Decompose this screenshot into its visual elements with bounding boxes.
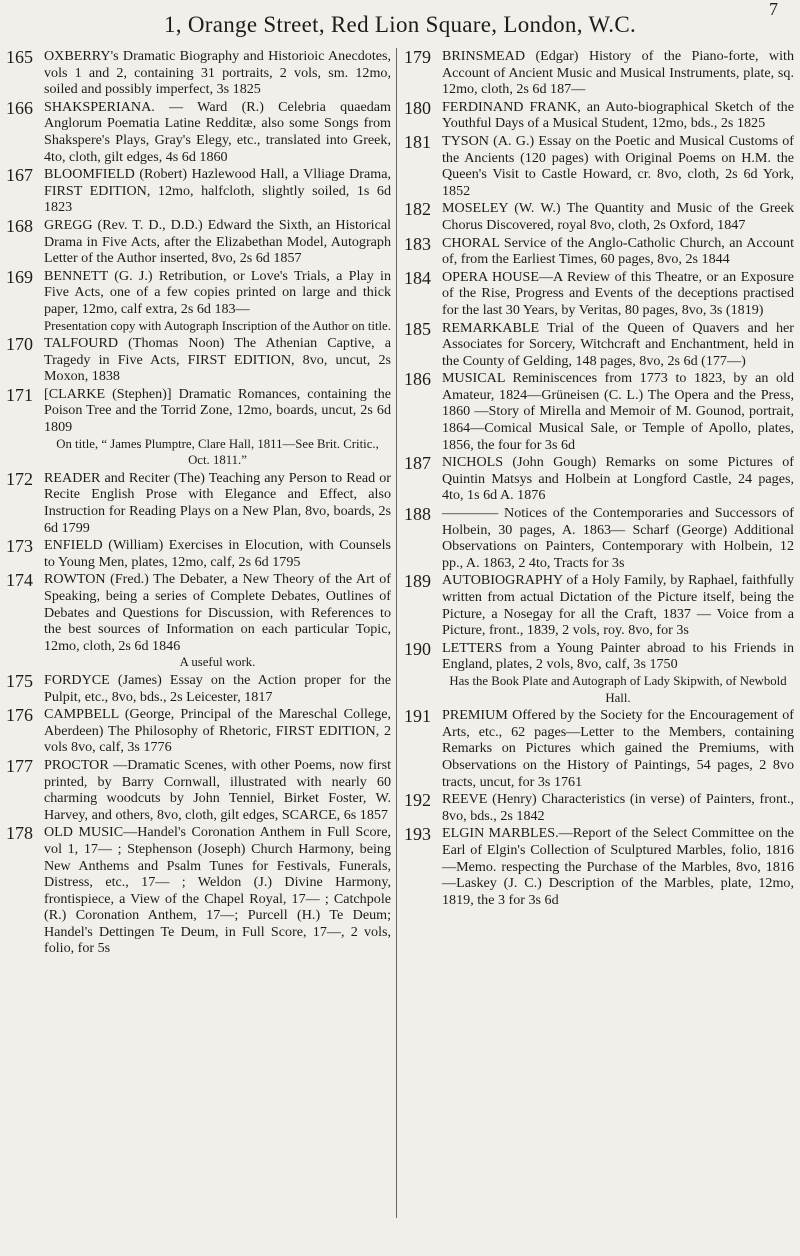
lot-number: 172 [6, 468, 33, 489]
entry-text: CAMPBELL (George, Principal of the Mareschal College, Aberdeen) The Philosophy of Rhetoric, FIRST EDITION, 2 vols 8vo, calf, 3s 1776 [44, 706, 391, 756]
lot-number: 182 [404, 199, 431, 220]
lot-number: 178 [6, 823, 33, 844]
entry-text: OPERA HOUSE—A Review of this Theatre, or an Exposure of the Rise, Progress and Events of the deceptions practised for the last 30 Years, by Veritas, 80 pages, 8vo, 3s (1819) [442, 268, 794, 318]
catalogue-entry [6, 166, 391, 216]
lot-number: 189 [404, 571, 431, 592]
catalogue-entry [6, 824, 391, 957]
right-column [404, 48, 794, 909]
entry-text: REMARKABLE Trial of the Queen of Quavers and her Associates for Sorcery, Witchcraft and Enchantment, held in the County of Gelding, 148 pages, 8vo, 2s 6d (177—) [442, 319, 794, 369]
lot-number: 175 [6, 670, 33, 691]
catalogue-entry [6, 470, 391, 536]
catalogue-entry [6, 217, 391, 267]
entry-text: CHORAL Service of the Anglo-Catholic Church, an Account of, from the Earliest Times, 60 pages, 8vo, 2s 1844 [442, 234, 794, 268]
catalogue-entry [6, 268, 391, 334]
entry-text: ROWTON (Fred.) The Debater, a New Theory of the Art of Speaking, being a series of Complete Debates, Outlines of Debates and Questions for Discussion, with References to the best sources of Information on each particular Topic, 12mo, cloth, 2s 6d 1846 [44, 571, 391, 654]
catalogue-entry [6, 672, 391, 705]
entry-note: On title, “ James Plumptre, Clare Hall, 1811—See Brit. Critic., Oct. 1811.” [56, 436, 379, 468]
entry-text: OXBERRY's Dramatic Biography and Historioic Anecdotes, vols 1 and 2, containing 31 portraits, 2 vols, sm. 12mo, soiled and possibly imperfect, 3s 1825 [44, 48, 391, 98]
entry-text: PROCTOR —Dramatic Scenes, with other Poems, now first printed, by Barry Cornwall, illustrated with nearly 60 charming woodcuts by John Tenniel, Birket Foster, W. Harvey, and others, 8vo, cloth, gilt edges, SCARCE, 6s 1857 [44, 756, 391, 823]
lot-number: 176 [6, 705, 33, 726]
entry-text: READER and Reciter (The) Teaching any Person to Read or Recite English Prose with Elegance and Effect, also Instruction for Reading Plays on a New Plan, 8vo, boards, 2s 6d 1799 [44, 469, 391, 536]
entry-text: PREMIUM Offered by the Society for the Encouragement of Arts, etc., 62 pages—Letter to the Members, containing Remarks on Pictures which gained the Premiums, with Observations on the History of Paintings, 54 pages, 2 8vo tracts, uncut, for 3s 1761 [442, 707, 794, 790]
lot-number: 190 [404, 638, 431, 659]
lot-number: 173 [6, 536, 33, 557]
lot-number: 191 [404, 706, 431, 727]
entry-note: Has the Book Plate and Autograph of Lady Skipwith, of Newbold Hall. [449, 673, 787, 705]
catalogue-entry [404, 269, 794, 319]
entry-text: REEVE (Henry) Characteristics (in verse) of Painters, front., 8vo, bds., 2s 1842 [442, 791, 794, 824]
lot-number: 179 [404, 47, 431, 67]
column-divider [396, 48, 397, 1218]
catalogue-entry [404, 572, 794, 638]
catalogue-entry [404, 505, 794, 571]
entry-text: FORDYCE (James) Essay on the Action proper for the Pulpit, etc., 8vo, bds., 2s Leicester, 1817 [44, 671, 391, 705]
entry-text: ELGIN MARBLES.—Report of the Select Committee on the Earl of Elgin's Collection of Sculptured Marbles, folio, 1816—Memo. respecting the Purchase of the Marbles, 8vo, 1816—Laskey (J. C.) Description of the Marbles, plate, 12mo, 1819, the 3 for 3s 6d [442, 825, 794, 908]
entry-text: TALFOURD (Thomas Noon) The Athenian Captive, a Tragedy in Five Acts, FIRST EDITION, 8vo, uncut, 2s Moxon, 1838 [44, 335, 391, 385]
lot-number: 184 [404, 267, 431, 288]
lot-number: 174 [6, 570, 33, 591]
catalogue-entry [404, 454, 794, 504]
lot-number: 185 [404, 318, 431, 339]
page-header: 1, Orange Street, Red Lion Square, London, W.C. [163, 12, 637, 37]
catalogue-entry [404, 707, 794, 790]
entry-text: BLOOMFIELD (Robert) Hazlewood Hall, a Vlliage Drama, FIRST EDITION, 12mo, halfcloth, slightly soiled, 1s 6d 1823 [44, 166, 391, 216]
catalogue-entry [6, 571, 391, 671]
lot-number: 168 [6, 215, 33, 236]
page-number: 7 [769, 0, 778, 19]
lot-number: 170 [6, 334, 33, 355]
lot-number: 167 [6, 165, 33, 186]
lot-number: 188 [404, 504, 431, 525]
catalogue-entry [6, 757, 391, 823]
catalogue-entry [404, 370, 794, 453]
entry-text: BRINSMEAD (Edgar) History of the Piano-forte, with Account of Ancient Music and Musical Instruments, plate, sq. 12mo, cloth, 2s 6d 187— [442, 48, 794, 98]
catalogue-entry [6, 706, 391, 756]
lot-number: 166 [6, 97, 33, 118]
entry-text: NICHOLS (John Gough) Remarks on some Pictures of Quintin Matsys and Holbein at Longford Castle, 24 pages, 4to, 1s 6d A. 1876 [442, 454, 794, 504]
entry-text: MOSELEY (W. W.) The Quantity and Music of the Greek Chorus Discovered, royal 8vo, cloth, 2s Oxford, 1847 [442, 200, 794, 233]
entry-text: FERDINAND FRANK, an Auto-biographical Sketch of the Youthful Days of a Musical Student, 12mo, bds., 2s 1825 [442, 98, 794, 132]
lot-number: 180 [404, 97, 431, 118]
entry-text: SHAKSPERIANA. — Ward (R.) Celebria quaedam Anglorum Poematia Latine Redditæ, also some Songs from Shakspere's Plays, Gray's Elegy, etc., translated into Greek, 4to, cloth, gilt edges, 4s 6d 1860 [44, 98, 391, 165]
catalogue-entry [6, 537, 391, 570]
catalogue-entry [6, 386, 391, 469]
entry-note: A useful work. [179, 655, 256, 670]
entry-text: ———— Notices of the Contemporaries and Successors of Holbein, 30 pages, A. 1863— Scharf (George) Additional Observations on Painters, Contemporary with Holbein, 12 pp., A. 1863, 2 4to, Tracts for 3s [442, 505, 794, 571]
lot-number: 177 [6, 755, 33, 776]
catalogue-entry [404, 99, 794, 132]
entry-text: BENNETT (G. J.) Retribution, or Love's Trials, a Play in Five Acts, one of a few copies printed on large and thick paper, 12mo, calf extra, 2s 6d 183— [44, 267, 391, 317]
entry-text: LETTERS from a Young Painter abroad to his Friends in England, plates, 2 vols, 8vo, calf, 3s 1750 [442, 639, 794, 673]
catalogue-entry [6, 48, 391, 98]
catalogue-entry [404, 791, 794, 824]
entry-text: ENFIELD (William) Exercises in Elocution, with Counsels to Young Men, plates, 12mo, calf, 2s 6d 1795 [44, 537, 391, 570]
catalogue-entry [6, 99, 391, 165]
catalogue-entry [404, 825, 794, 908]
entry-text: [CLARKE (Stephen)] Dramatic Romances, containing the Poison Tree and the Torrid Zone, 12mo, boards, uncut, 2s 6d 1809 [44, 385, 391, 436]
lot-number: 192 [404, 790, 431, 811]
entry-text: AUTOBIOGRAPHY of a Holy Family, by Raphael, faithfully written from actual Dictation of the Picture itself, being the Picture, a Nosegay for all the Craft, 1837 — Voice from a Picture, front., 1839, 2 vols, roy. 8vo, for 3s [442, 572, 794, 639]
lot-number: 169 [6, 266, 33, 287]
catalogue-entry [404, 235, 794, 268]
entry-text: GREGG (Rev. T. D., D.D.) Edward the Sixth, an Historical Drama in Five Acts, after the Elizabethan Model, Autograph Letter of the Author inserted, 8vo, 2s 6d 1857 [44, 216, 391, 267]
lot-number: 171 [6, 384, 33, 405]
catalogue-entry [404, 133, 794, 199]
catalogue-entry [6, 335, 391, 385]
catalogue-entry [404, 320, 794, 370]
catalogue-entry [404, 48, 794, 98]
lot-number: 183 [404, 233, 431, 254]
lot-number: 165 [6, 47, 33, 67]
lot-number: 186 [404, 369, 431, 390]
lot-number: 181 [404, 131, 431, 152]
entry-note: Presentation copy with Autograph Inscription of the Author on title. [44, 318, 391, 333]
entry-text: TYSON (A. G.) Essay on the Poetic and Musical Customs of the Ancients (120 pages) with Original Poems on H.M. the Queen's Visit to Castle Howard, cr. 8vo, cloth, 2s 6d York, 1852 [442, 132, 794, 199]
entry-text: OLD MUSIC—Handel's Coronation Anthem in Full Score, vol 1, 17— ; Stephenson (Joseph) Church Harmony, being New Anthems and Psalm Tunes for Festivals, Funerals, Distress, etc., 17— ; Weldon (J.) Divine Harmony, frontispiece, a View of the Chapel Royal, 17— ; Catchpole (R.) Coronation Anthem, 17—; Purcell (H.) Te Deum; Handel's Dettingen Te Deum, in Full Score, 17—, 2 vols, folio, for 5s [44, 824, 391, 957]
lot-number: 193 [404, 824, 431, 845]
catalogue-entry [404, 200, 794, 233]
lot-number: 187 [404, 453, 431, 474]
catalogue-entry [404, 640, 794, 706]
entry-text: MUSICAL Reminiscences from 1773 to 1823, by an old Amateur, 1824—Grüneisen (C. L.) The Opera and the Press, 1860 —Story of Mirella and Memoir of M. Gounod, portrait, 1864—Comical Musical Sale, or Temple of Apollo, plates, 1856, the four for 3s 6d [442, 370, 794, 453]
left-column [6, 48, 391, 958]
